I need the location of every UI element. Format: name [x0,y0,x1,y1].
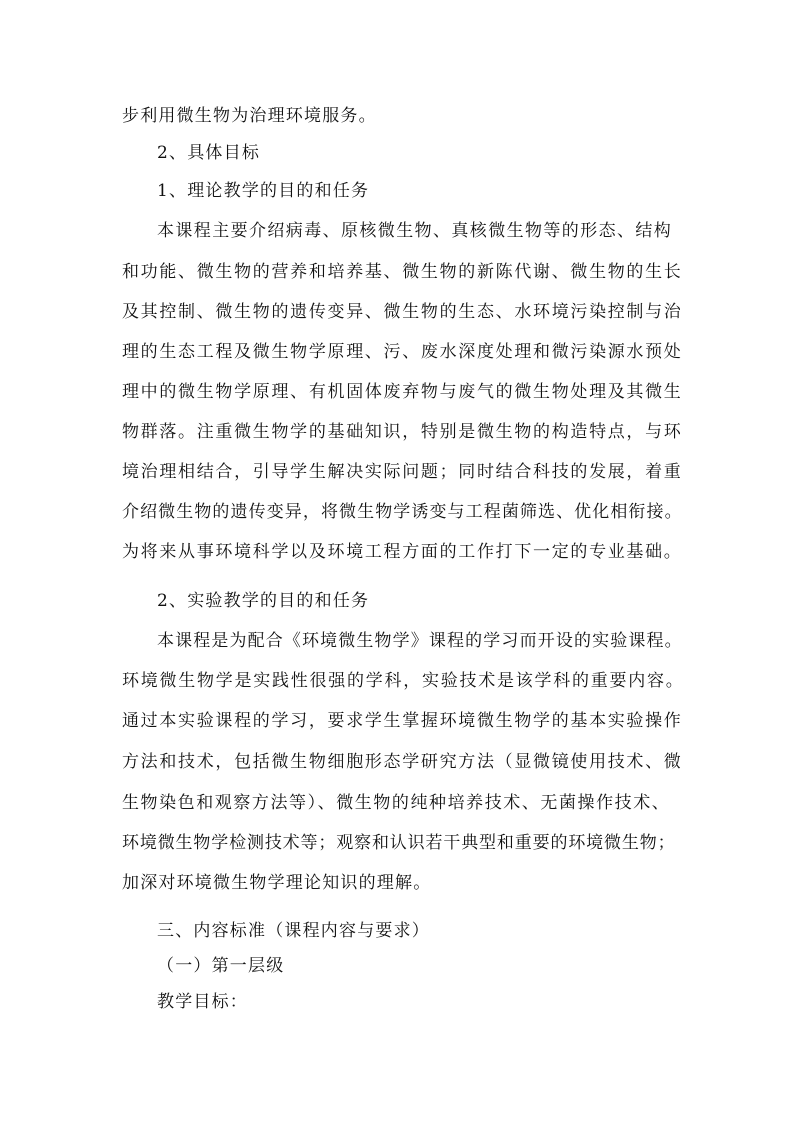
paragraph-line: 理的生态工程及微生物学原理、污、废水深度处理和微污染源水预处 [122,342,682,362]
label-text: 教学目标： [157,992,248,1012]
paragraph-line: 物群落。注重微生物学的基础知识，特别是微生物的构造特点，与环 [122,422,682,442]
section-heading: 三、内容标准（课程内容与要求） [157,921,430,941]
paragraph-line: 本课程主要介绍病毒、原核微生物、真核微生物等的形态、结构 [157,221,672,241]
paragraph-line: 本课程是为配合《环境微生物学》课程的学习而开设的实验课程。 [157,631,682,651]
section-heading: 2、具体目标 [157,143,261,163]
paragraph-line: 介绍微生物的遗传变异，将微生物学诱变与工程菌筛选、优化相衔接。 [122,502,682,522]
paragraph-line: 加深对环境微生物学理论知识的理解。 [122,873,432,893]
subsection-heading: （一）第一层级 [157,956,285,976]
paragraph-line: 境治理相结合，引导学生解决实际问题；同时结合科技的发展，着重 [122,462,682,482]
subsection-heading: 1、理论教学的目的和任务 [157,181,370,201]
paragraph-line: 方法和技术，包括微生物细胞形态学研究方法（显微镜使用技术、微 [122,752,682,772]
paragraph-line: 和功能、微生物的营养和培养基、微生物的新陈代谢、微生物的生长 [122,262,682,282]
paragraph-line: 环境微生物学检测技术等；观察和认识若干典型和重要的环境微生物； [122,833,675,853]
paragraph-line: 为将来从事环境科学以及环境工程方面的工作打下一定的专业基础。 [122,542,682,562]
paragraph-line: 通过本实验课程的学习，要求学生掌握环境微生物学的基本实验操作 [122,711,682,731]
paragraph-line: 及其控制、微生物的遗传变异、微生物的生态、水环境污染控制与治 [122,302,682,322]
paragraph-line: 理中的微生物学原理、有机固体废弃物与废气的微生物处理及其微生 [122,382,682,402]
paragraph-line: 生物染色和观察方法等）、微生物的纯种培养技术、无菌操作技术、 [122,793,670,813]
paragraph-line: 环境微生物学是实践性很强的学科，实验技术是该学科的重要内容。 [122,671,684,691]
subsection-heading: 2、实验教学的目的和任务 [157,591,370,611]
paragraph-line: 步利用微生物为治理环境服务。 [122,106,377,126]
